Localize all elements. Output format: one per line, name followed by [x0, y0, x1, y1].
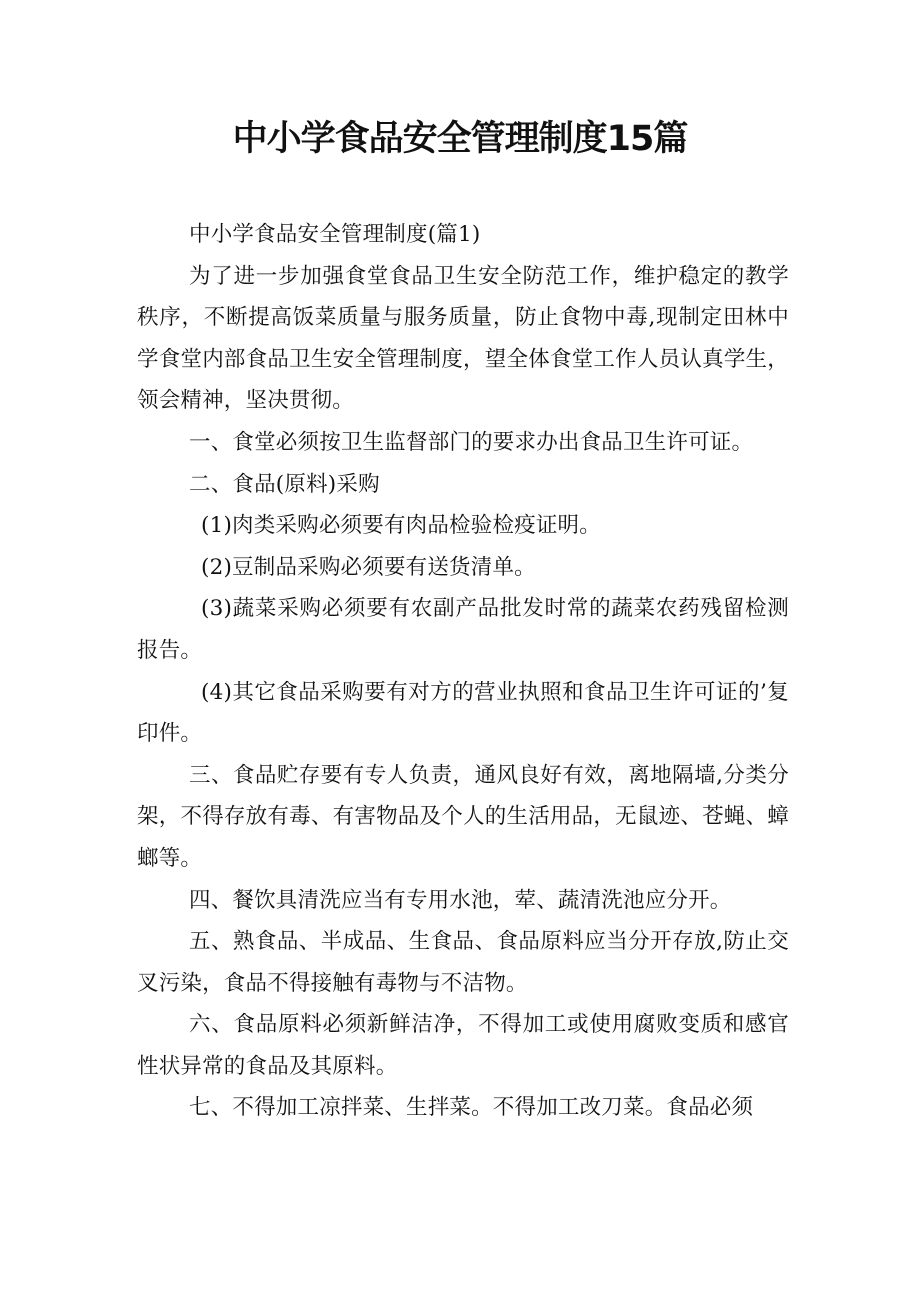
paragraph-intro: 为了进一步加强食堂食品卫生安全防范工作，维护稳定的教学秩序，不断提高饭菜质量与服务质量，防止食物中毒,现制定田林中学食堂内部食品卫生安全管理制度，望全体食堂工作人员认真学生，领会精神，坚决贯彻。 — [137, 263, 789, 414]
document-body — [137, 214, 789, 1129]
paragraph-sub-item-4: (4)其它食品采购要有对方的营业执照和食品卫生许可证的’复印件。 — [137, 679, 789, 747]
paragraph-item-7: 七、不得加工凉拌菜、生拌菜。不得加工改刀菜。食品必须 — [189, 1095, 754, 1121]
paragraph-sub-item-2: (2)豆制品采购必须要有送货清单。 — [201, 554, 536, 580]
paragraph-item-6: 六、食品原料必须新鲜洁净，不得加工或使用腐败变质和感官性状异常的食品及其原料。 — [137, 1012, 789, 1079]
document-title: 中小学食品安全管理制度15篇 — [232, 119, 688, 159]
paragraph-item-4: 四、餐饮具清洗应当有专用水池，荤、蔬清洗池应分开。 — [189, 887, 732, 913]
section-heading: 中小学食品安全管理制度(篇1) — [189, 222, 481, 247]
paragraph-sub-item-3: (3)蔬菜采购必须要有农副产品批发时常的蔬菜农药残留检测报告。 — [137, 596, 789, 663]
paragraph-item-3: 三、食品贮存要有专人负责，通风良好有效，离地隔墙,分类分架，不得存放有毒、有害物品及个人的生活用品，无鼠迹、苍蝇、蟑螂等。 — [137, 762, 789, 871]
paragraph-item-1: 一、食堂必须按卫生监督部门的要求办出食品卫生许可证。 — [189, 429, 754, 455]
paragraph-item-2: 二、食品(原料)采购 — [189, 471, 380, 497]
paragraph-item-5: 五、熟食品、半成品、生食品、食品原料应当分开存放,防止交叉污染，食品不得接触有毒物与不洁物。 — [137, 929, 789, 996]
paragraph-sub-item-1: (1)肉类采购必须要有肉品检验检疫证明。 — [201, 513, 601, 539]
